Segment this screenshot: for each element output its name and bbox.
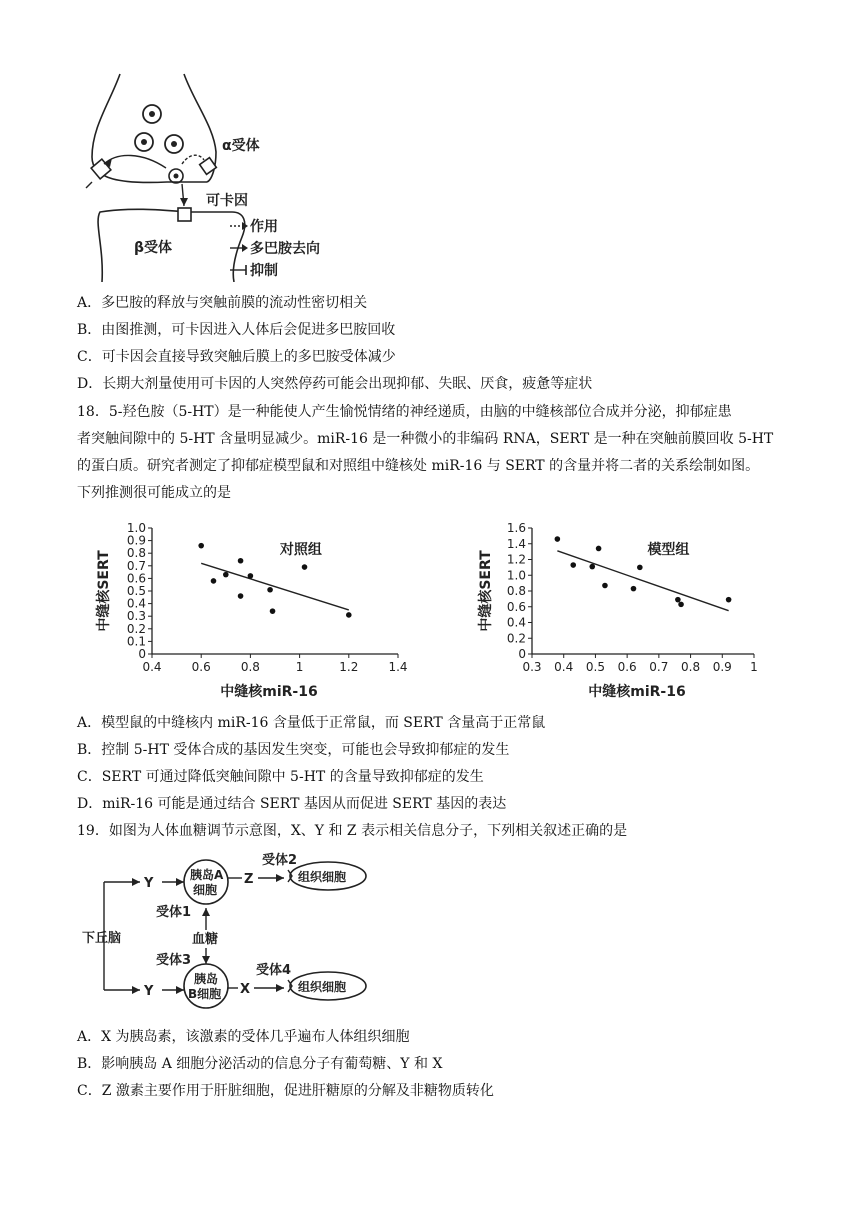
q18-option-b: B．控制 5-HT 受体合成的基因发生突变，可能也会导致抑郁症的发生 [77, 742, 510, 758]
data-point [675, 597, 681, 603]
q19-option-c: C．Z 激素主要作用于肝脏细胞，促进肝糖原的分解及非糖物质转化 [77, 1083, 494, 1099]
y-tick-label: 0.3 [126, 609, 146, 624]
legend-dopamine-label: 多巴胺去向 [250, 241, 320, 257]
blood-glucose-label: 血糖 [192, 932, 219, 947]
data-point [596, 546, 602, 552]
y-tick-label: 1.0 [126, 521, 146, 535]
q17-option-d: D．长期大剂量使用可卡因的人突然停药可能会出现抑郁、失眠、厌食，疲惫等症状 [77, 376, 593, 392]
tissue-cell-top-label: 组织细胞 [298, 870, 347, 884]
islet-b-line2: B细胞 [188, 987, 222, 1001]
q17-option-b: B．由图推测，可卡因进入人体后会促进多巴胺回收 [77, 322, 396, 338]
model-group-chart [474, 512, 784, 707]
receptor2-label: 受体2 [262, 853, 298, 868]
signal-y-top: Y [144, 876, 154, 891]
x-tick-label: 1 [750, 660, 758, 674]
x-tick-label: 0.4 [142, 660, 162, 674]
y-tick-label: 0.2 [506, 631, 526, 646]
x-tick-label: 1.4 [388, 660, 408, 674]
chart-title: 模型组 [647, 542, 690, 558]
y-tick-label: 0.6 [506, 599, 526, 614]
islet-b-line1: 胰岛 [194, 972, 219, 986]
x-tick-label: 0.8 [240, 660, 260, 674]
y-tick-label: 0.4 [126, 596, 146, 611]
q18-stem-line-1: 18．5-羟色胺（5-HT）是一种能使人产生愉悦情绪的神经递质，由脑的中缝核部位合成并分泌，抑郁症患 [77, 404, 732, 420]
trend-line [557, 551, 728, 611]
data-point [602, 583, 608, 589]
data-point [637, 565, 643, 571]
beta-receptor-box [178, 208, 191, 221]
y-tick-label: 0 [138, 647, 146, 661]
data-point [238, 593, 244, 599]
x-axis-label: 中缝核miR-16 [588, 684, 686, 700]
data-point [555, 536, 561, 542]
y-tick-label: 0.6 [126, 571, 146, 586]
legend-inhibit-label: 抑制 [250, 263, 278, 279]
hypothalamus-label: 下丘脑 [82, 931, 122, 946]
q19-option-b: B．影响胰岛 A 细胞分泌活动的信息分子有葡萄糖、Y 和 X [77, 1056, 443, 1072]
x-tick-label: 0.5 [585, 660, 605, 674]
islet-a-line2: 细胞 [193, 883, 218, 897]
x-tick-label: 0.3 [522, 660, 542, 674]
x-tick-label: 0.7 [649, 660, 669, 674]
data-point [238, 558, 244, 564]
data-point [302, 564, 308, 570]
synapse-legend [230, 218, 320, 279]
y-tick-label: 0.8 [506, 584, 526, 598]
y-tick-label: 0.9 [126, 533, 146, 548]
q17-option-c: C．可卡因会直接导致突触后膜上的多巴胺受体减少 [77, 349, 396, 365]
y-tick-label: 1.4 [506, 536, 526, 551]
y-tick-label: 0.1 [126, 634, 146, 649]
x-tick-label: 0.6 [617, 660, 637, 674]
x-tick-label: 0.8 [681, 660, 701, 674]
receptor4-label: 受体4 [256, 963, 292, 978]
synapse-figure [82, 72, 342, 282]
q18-stem-line-3: 的蛋白质。研究者测定了抑郁症模型鼠和对照组中缝核处 miR-16 与 SERT 的含量并将二者的关系绘制如图。 [77, 458, 760, 474]
q18-stem-line-2: 者突触间隙中的 5-HT 含量明显减少。miR-16 是一种微小的非编码 RNA，SERT 是一种在突触前膜回收 5-HT [77, 431, 774, 447]
y-tick-label: 0.4 [506, 615, 526, 630]
x-tick-label: 1 [295, 660, 304, 674]
receptor3-label: 受体3 [156, 953, 192, 968]
x-tick-label: 0.9 [712, 660, 732, 674]
q18-option-d: D．miR-16 可能是通过结合 SERT 基因从而促进 SERT 基因的表达 [77, 796, 507, 812]
q17-option-a: A．多巴胺的释放与突触前膜的流动性密切相关 [77, 295, 368, 311]
alpha-receptor-label: α受体 [222, 138, 260, 154]
vesicle-group [135, 105, 183, 183]
cocaine-label: 可卡因 [206, 193, 248, 209]
data-point [270, 608, 276, 614]
chart-title: 对照组 [279, 542, 322, 558]
y-tick-label: 1.6 [506, 521, 526, 535]
legend-effect-label: 作用 [250, 219, 278, 235]
y-tick-label: 0.2 [126, 621, 146, 636]
data-point [198, 543, 204, 549]
y-tick-label: 0 [518, 647, 526, 661]
q19-option-a: A．X 为胰岛素，该激素的受体几乎遍布人体组织细胞 [77, 1029, 410, 1045]
signal-x: X [240, 982, 251, 997]
islet-a-line1: 胰岛A [190, 868, 224, 882]
y-tick-label: 1.2 [506, 552, 526, 567]
y-tick-label: 0.5 [126, 584, 146, 598]
receptor1-label: 受体1 [156, 905, 192, 920]
data-point [631, 586, 637, 592]
data-point [589, 564, 595, 570]
x-tick-label: 0.6 [191, 660, 211, 674]
y-tick-label: 0.7 [126, 558, 146, 573]
data-point [223, 572, 229, 578]
y-axis-label: 中缝核SERT [478, 550, 494, 632]
data-point [346, 612, 352, 618]
data-point [678, 602, 684, 608]
q19-stem: 19．如图为人体血糖调节示意图，X、Y 和 Z 表示相关信息分子，下列相关叙述正确的是 [77, 823, 628, 839]
blood-glucose-diagram [80, 850, 380, 1020]
x-tick-label: 1.2 [339, 660, 359, 674]
x-tick-label: 0.4 [554, 660, 574, 674]
signal-y-bottom: Y [144, 984, 154, 999]
q18-option-a: A．模型鼠的中缝核内 miR-16 含量低于正常鼠，而 SERT 含量高于正常鼠 [77, 715, 546, 731]
signal-z: Z [244, 872, 254, 887]
x-axis-label: 中缝核miR-16 [220, 684, 318, 700]
y-tick-label: 0.8 [126, 546, 146, 561]
q18-stem-line-4: 下列推测很可能成立的是 [77, 485, 231, 501]
control-group-chart [92, 512, 422, 707]
tissue-cell-bottom-label: 组织细胞 [298, 980, 347, 994]
y-tick-label: 1.0 [506, 568, 526, 583]
data-point [211, 578, 217, 584]
trend-line [201, 563, 349, 610]
data-point [267, 587, 273, 593]
data-point [248, 573, 254, 579]
q18-option-c: C．SERT 可通过降低突触间隙中 5-HT 的含量导致抑郁症的发生 [77, 769, 484, 785]
beta-receptor-label: β受体 [134, 240, 173, 256]
data-point [726, 597, 732, 603]
y-axis-label: 中缝核SERT [96, 550, 112, 632]
data-point [570, 562, 576, 568]
